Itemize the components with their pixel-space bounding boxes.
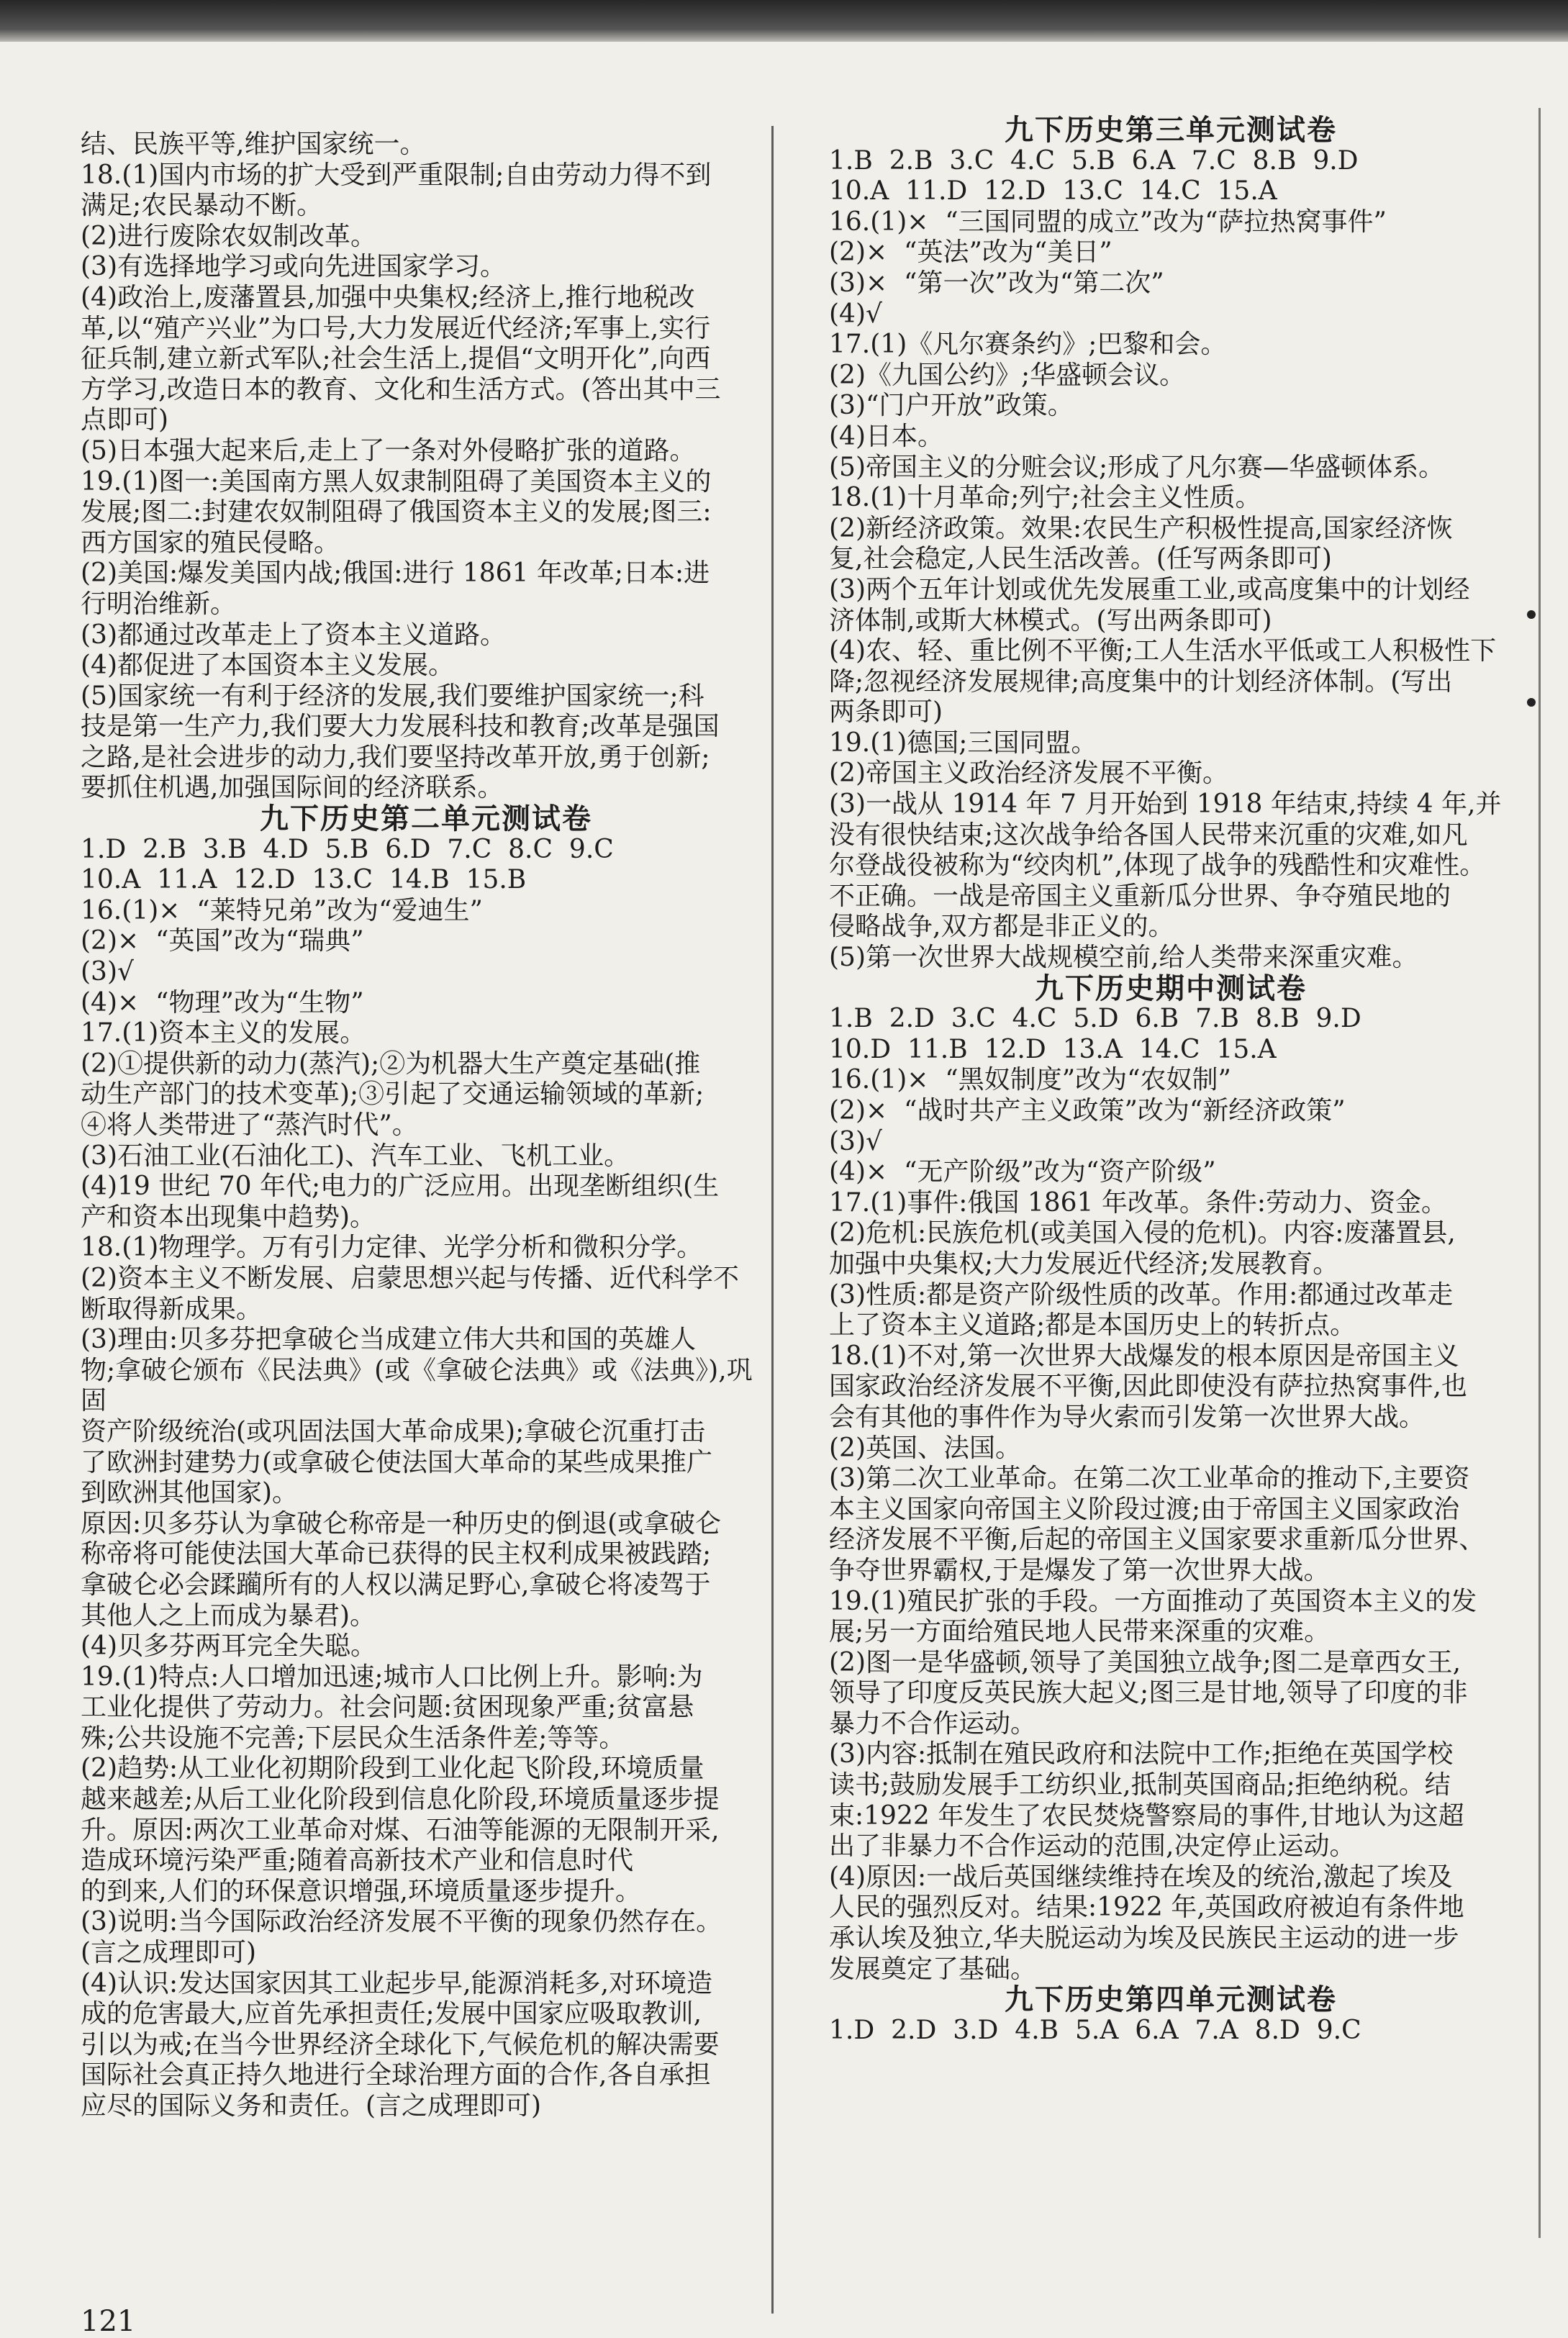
answer-line: (3)√ (81, 957, 134, 987)
answer-line: (2)新经济政策。效果:农民生产积极性提高,国家经济恢 (829, 513, 1453, 543)
page-number: 121 (81, 2305, 136, 2338)
answer-line: 18.(1)不对,第一次世界大战爆发的根本原因是帝国主义 (829, 1341, 1459, 1371)
answer-line: 成的危害最大,应首先承担责任;发展中国家应吸取教训, (81, 1999, 702, 2029)
answer-line: 越来越差;从后工业化阶段到信息化阶段,环境质量逐步提 (81, 1785, 720, 1815)
answer-line: 承认埃及独立,华夫脱运动为埃及民族民主运动的进一步 (829, 1924, 1459, 1954)
answer-line: 1.B 2.B 3.C 4.C 5.B 6.A 7.C 8.B 9.D (829, 145, 1359, 176)
answer-line: (4)日本。 (829, 421, 943, 451)
section-title: 九下历史期中测试卷 (1035, 971, 1307, 1005)
right-answer-column (829, 115, 1513, 2046)
answer-line: (2)× “英国”改为“瑞典” (81, 926, 364, 956)
answer-line: 工业化提供了劳动力。社会问题:贫困现象严重;贫富悬 (81, 1693, 694, 1723)
answer-line: 资产阶级统治(或巩固法国大革命成果);拿破仑沉重打击 (81, 1416, 706, 1446)
answer-line: 17.(1)《凡尔赛条约》;巴黎和会。 (829, 330, 1227, 360)
answer-line: 19.(1)图一:美国南方黑人奴隶制阻碍了美国资本主义的 (81, 466, 712, 497)
answer-line: 要抓住机遇,加强国际间的经济联系。 (81, 773, 504, 803)
answer-line: 济体制,或斯大林模式。(写出两条即可) (829, 605, 1272, 635)
answer-line: 满足;农民暴动不断。 (81, 191, 323, 221)
answer-line: 动生产部门的技术变革);③引起了交通运输领域的革新; (81, 1079, 704, 1110)
answer-line: ④将人类带进了“蒸汽时代”。 (81, 1110, 418, 1140)
answer-line: (5)第一次世界大战规模空前,给人类带来深重灾难。 (829, 943, 1418, 973)
answer-line: 征兵制,建立新式军队;社会生活上,提倡“文明开化”,向西 (81, 344, 711, 374)
answer-line: (4)贝多芬两耳完全失聪。 (81, 1631, 376, 1662)
answer-line: (4)原因:一战后英国继续维持在埃及的统治,激起了埃及 (829, 1862, 1453, 1892)
answer-line: (4)都促进了本国资本主义发展。 (81, 651, 454, 681)
answer-line: 方学习,改造日本的教育、文化和生活方式。(答出其中三 (81, 374, 721, 404)
answer-line: 19.(1)德国;三国同盟。 (829, 728, 1097, 758)
answer-line: (3)× “第一次”改为“第二次” (829, 268, 1164, 298)
answer-line: (3)“门户开放”政策。 (829, 391, 1074, 421)
answer-line: 国际社会真正持久地进行全球治理方面的合作,各自承担 (81, 2060, 711, 2090)
answer-line: 人民的强烈反对。结果:1922 年,英国政府被迫有条件地 (829, 1893, 1464, 1923)
answer-line: (2)《九国公约》;华盛顿会议。 (829, 360, 1186, 390)
answer-line: 发展奠定了基础。 (829, 1954, 1037, 1984)
answer-line: (4)19 世纪 70 年代;电力的广泛应用。出现垄断组织(生 (81, 1172, 720, 1202)
answer-line: (3)第二次工业革命。在第二次工业革命的推动下,主要资 (829, 1464, 1470, 1494)
answer-line: 暴力不合作运动。 (829, 1708, 1037, 1739)
answer-line: 了欧洲封建势力(或拿破仑使法国大革命的某些成果推广 (81, 1447, 713, 1477)
answer-line: 上了资本主义道路;都是本国历史上的转折点。 (829, 1310, 1356, 1341)
answer-line: 16.(1)× “三国同盟的成立”改为“萨拉热窝事件” (829, 207, 1387, 237)
answer-line: 侵略战争,双方都是非正义的。 (829, 912, 1174, 942)
answer-line: (言之成理即可) (81, 1938, 257, 1968)
answer-line: 复,社会稳定,人民生活改善。(任写两条即可) (829, 544, 1332, 574)
answer-line: 断取得新成果。 (81, 1294, 263, 1324)
answer-line: (4)农、轻、重比例不平衡;工人生活水平低或工人积极性下 (829, 636, 1497, 666)
answer-line: (5)帝国主义的分赃会议;形成了凡尔赛—华盛顿体系。 (829, 452, 1445, 482)
answer-line: (2)危机:民族危机(或美国入侵的危机)。内容:废藩置县, (829, 1218, 1456, 1249)
answer-line: 技是第一生产力,我们要大力发展科技和教育;改革是强国 (81, 712, 720, 742)
section-title: 九下历史第四单元测试卷 (1005, 1983, 1337, 2017)
answer-line: (3)理由:贝多芬把拿破仑当成建立伟大共和国的英雄人 (81, 1325, 697, 1355)
answer-line: 到欧洲其他国家)。 (81, 1478, 299, 1508)
left-answer-column (81, 130, 771, 2122)
answer-line: 的到来,人们的环保意识增强,环境质量逐步提升。 (81, 1876, 641, 1906)
answer-line: 加强中央集权;大力发展近代经济;发展教育。 (829, 1249, 1339, 1279)
answer-line: (3)两个五年计划或优先发展重工业,或高度集中的计划经 (829, 574, 1470, 604)
answer-line: (3)说明:当今国际政治经济发展不平衡的现象仍然存在。 (81, 1907, 722, 1937)
answer-line: 1.D 2.D 3.D 4.B 5.A 6.A 7.A 8.D 9.C (829, 2015, 1361, 2045)
answer-line: (3)内容:抵制在殖民政府和法院中工作;拒绝在英国学校 (829, 1739, 1454, 1770)
answer-line: 拿破仑必会蹂躏所有的人权以满足野心,拿破仑将凌驾于 (81, 1569, 711, 1600)
answer-line: (2)进行废除农奴制改革。 (81, 221, 376, 251)
answer-line: (3)一战从 1914 年 7 月开始到 1918 年结束,持续 4 年,并 (829, 789, 1502, 820)
answer-line: (4)政治上,废藩置县,加强中央集权;经济上,推行地税改 (81, 282, 695, 312)
answer-line: 19.(1)特点:人口增加迅速;城市人口比例上升。影响:为 (81, 1662, 703, 1692)
answer-line: 原因:贝多芬认为拿破仑称帝是一种历史的倒退(或拿破仑 (81, 1508, 722, 1539)
answer-line: 18.(1)国内市场的扩大受到严重限制;自由劳动力得不到 (81, 160, 712, 190)
scan-speck (1527, 610, 1536, 619)
section-title: 九下历史第三单元测试卷 (1005, 113, 1337, 147)
answer-line: (3)√ (829, 1126, 882, 1156)
answer-line: 17.(1)事件:俄国 1861 年改革。条件:劳动力、资金。 (829, 1187, 1448, 1218)
answer-line: (2)帝国主义政治经济发展不平衡。 (829, 758, 1228, 789)
scan-top-edge (0, 0, 1568, 42)
answer-line: 降;忽视经济发展规律;高度集中的计划经济体制。(写出 (829, 666, 1453, 697)
answer-line: 本主义国家向帝国主义阶段过渡;由于帝国主义国家政治 (829, 1494, 1460, 1524)
answer-line: 10.A 11.D 12.D 13.C 14.C 15.A (829, 176, 1277, 207)
answer-line: (2)× “英法”改为“美日” (829, 237, 1112, 268)
answer-line: 1.D 2.B 3.B 4.D 5.B 6.D 7.C 8.C 9.C (81, 834, 614, 864)
answer-line: (5)国家统一有利于经济的发展,我们要维护国家统一;科 (81, 681, 704, 711)
answer-line: (2)美国:爆发美国内战;俄国:进行 1861 年改革;日本:进 (81, 558, 710, 589)
answer-line: 18.(1)物理学。万有引力定律、光学分析和微积分学。 (81, 1233, 703, 1263)
answer-line: 物;拿破仑颁布《民法典》(或《拿破仑法典》或《法典》),巩固 (81, 1355, 753, 1416)
section-title: 九下历史第二单元测试卷 (260, 802, 592, 836)
answer-line: 10.A 11.A 12.D 13.C 14.B 15.B (81, 865, 527, 895)
answer-line: (4)× “物理”改为“生物” (81, 987, 364, 1018)
answer-line: 产和资本出现集中趋势)。 (81, 1202, 376, 1232)
answer-line: 其他人之上而成为暴君)。 (81, 1600, 376, 1631)
answer-line: (3)性质:都是资产阶级性质的改革。作用:都通过改革走 (829, 1279, 1454, 1310)
answer-line: 17.(1)资本主义的发展。 (81, 1018, 366, 1048)
answer-line: (2)①提供新的动力(蒸汽);②为机器大生产奠定基础(推 (81, 1048, 701, 1079)
answer-line: (2)图一是华盛顿,领导了美国独立战争;图二是章西女王, (829, 1647, 1461, 1677)
answer-line: 19.(1)殖民扩张的手段。一方面推动了英国资本主义的发 (829, 1586, 1477, 1616)
answer-line: 束:1922 年发生了农民焚烧警察局的事件,甘地认为这超 (829, 1800, 1464, 1831)
answer-line: 18.(1)十月革命;列宁;社会主义性质。 (829, 483, 1261, 513)
answer-line: (3)都通过改革走上了资本主义道路。 (81, 620, 506, 650)
answer-line: (3)石油工业(石油化工)、汽车工业、飞机工业。 (81, 1141, 630, 1171)
answer-line: (2)资本主义不断发展、启蒙思想兴起与传播、近代科学不 (81, 1263, 739, 1293)
answer-line: 造成环境污染严重;随着高新技术产业和信息时代 (81, 1846, 634, 1876)
answer-line: 读书;鼓励发展手工纺织业,抵制英国商品;拒绝纳税。结 (829, 1770, 1451, 1800)
answer-line: 1.B 2.D 3.C 4.C 5.D 6.B 7.B 8.B 9.D (829, 1004, 1361, 1034)
answer-line: 称帝将可能使法国大革命已获得的民主权利成果被践踏; (81, 1539, 712, 1569)
answer-line: 国家政治经济发展不平衡,因此即使没有萨拉热窝事件,也 (829, 1372, 1467, 1402)
answer-line: (4)× “无产阶级”改为“资产阶级” (829, 1157, 1216, 1187)
answer-line: 经济发展不平衡,后起的帝国主义国家要求重新瓜分世界、 (829, 1525, 1485, 1555)
column-divider (771, 126, 774, 2314)
answer-line: (4)√ (829, 299, 882, 329)
answer-line: 出了非暴力不合作运动的范围,决定停止运动。 (829, 1831, 1356, 1862)
answer-line: 会有其他的事件作为导火索而引发第一次世界大战。 (829, 1402, 1426, 1432)
answer-line: 领导了印度反英民族大起义;图三是甘地,领导了印度的非 (829, 1678, 1468, 1708)
answer-line: (5)日本强大起来后,走上了一条对外侵略扩张的道路。 (81, 435, 696, 466)
answer-line: (2)趋势:从工业化初期阶段到工业化起飞阶段,环境质量 (81, 1754, 704, 1784)
answer-line: 没有很快结束;这次战争给各国人民带来沉重的灾难,如凡 (829, 820, 1468, 850)
answer-line: 不正确。一战是帝国主义重新瓜分世界、争夺殖民地的 (829, 881, 1451, 911)
answer-line: (2)× “战时共产主义政策”改为“新经济政策” (829, 1096, 1346, 1125)
answer-line: 发展;图二:封建农奴制阻碍了俄国资本主义的发展;图三: (81, 497, 712, 527)
answer-line: 西方国家的殖民侵略。 (81, 527, 340, 558)
answer-line: 结、民族平等,维护国家统一。 (81, 130, 426, 159)
answer-line: 升。原因:两次工业革命对煤、石油等能源的无限制开采, (81, 1815, 720, 1845)
answer-line: 展;另一方面给殖民地人民带来深重的灾难。 (829, 1617, 1331, 1647)
answer-line: 行明治维新。 (81, 589, 237, 619)
answer-line: 之路,是社会进步的动力,我们要坚持改革开放,勇于创新; (81, 742, 710, 772)
answer-line: 应尽的国际义务和责任。(言之成理即可) (81, 2091, 542, 2121)
answer-line: 殊;公共设施不完善;下层民众生活条件差;等等。 (81, 1723, 625, 1753)
answer-line: 10.D 11.B 12.D 13.A 14.C 15.A (829, 1034, 1277, 1064)
answer-line: 革,以“殖产兴业”为口号,大力发展近代经济;军事上,实行 (81, 313, 711, 343)
answer-line: 引以为戒;在当今世界经济全球化下,气候危机的解决需要 (81, 2029, 720, 2060)
answer-line: 16.(1)× “黑奴制度”改为“农奴制” (829, 1065, 1231, 1095)
answer-line: (4)认识:发达国家因其工业起步早,能源消耗多,对环境造 (81, 1968, 713, 1998)
scan-speck (1527, 698, 1536, 707)
answer-line: 争夺世界霸权,于是爆发了第一次世界大战。 (829, 1555, 1330, 1585)
answer-line: (3)有选择地学习或向先进国家学习。 (81, 252, 506, 282)
answer-line: 16.(1)× “莱特兄弟”改为“爱迪生” (81, 895, 483, 925)
answer-line: 尔登战役被称为“绞肉机”,体现了战争的残酷性和灾难性。 (829, 851, 1486, 881)
right-margin-line (1538, 108, 1541, 2238)
answer-line: 点即可) (81, 405, 169, 435)
answer-line: (2)英国、法国。 (829, 1433, 1021, 1463)
answer-line: 两条即可) (829, 697, 943, 728)
